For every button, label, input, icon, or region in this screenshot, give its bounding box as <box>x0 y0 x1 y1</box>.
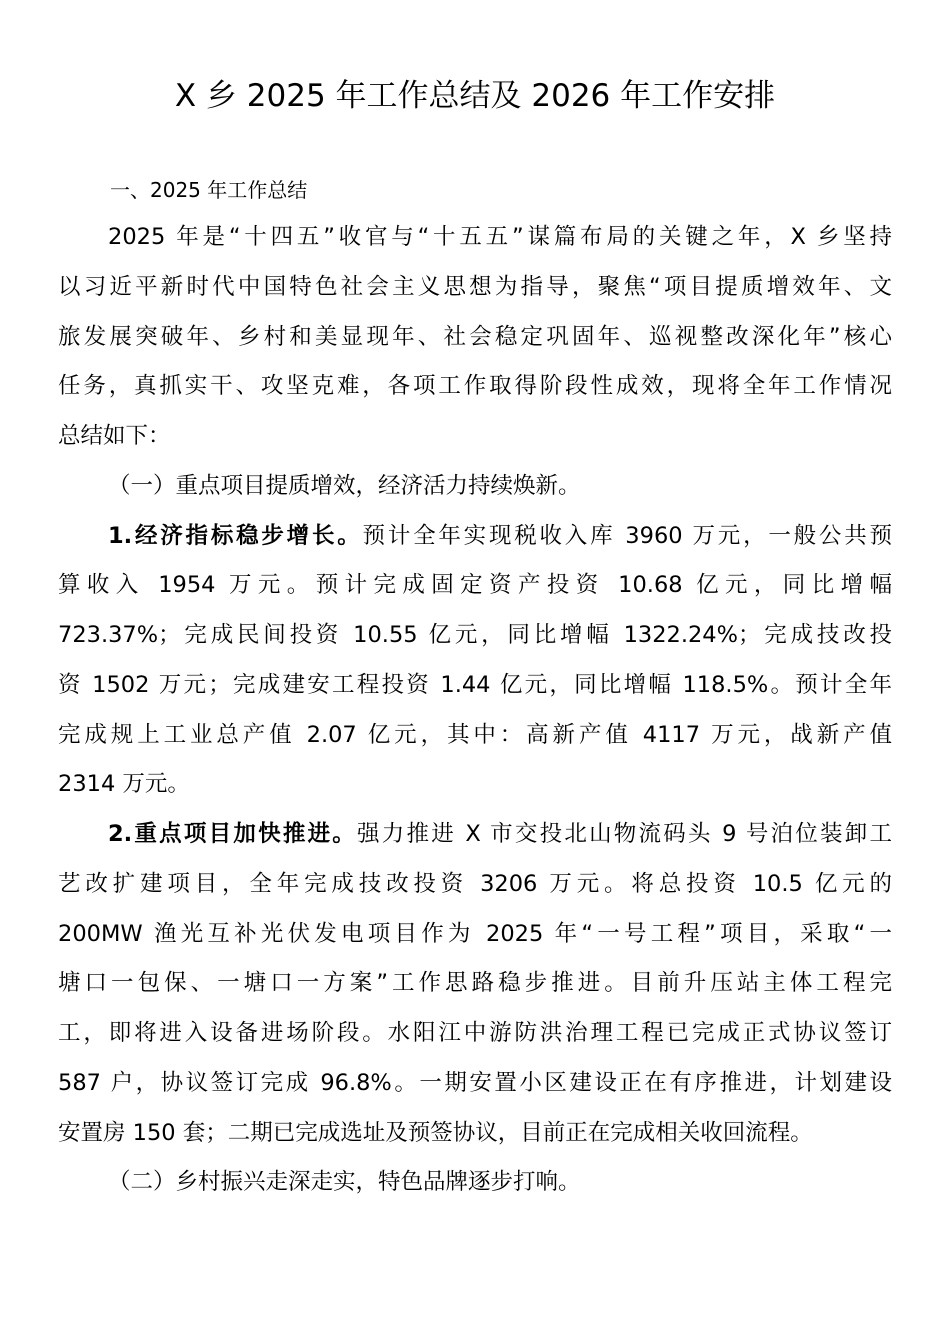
text-line: 2314 万元。 <box>58 771 190 798</box>
subsection-heading: （二）乡村振兴走深走实，特色品牌逐步打响。 <box>108 1169 581 1196</box>
text-line <box>58 512 892 562</box>
text-line: 资 1502 万元；完成建安工程投资 1.44 亿元，同比增幅 118.5%。预计全年 <box>58 671 892 698</box>
subsection-heading: （一）重点项目提质增效，经济活力持续焕新。 <box>108 472 581 499</box>
text-span: 强力推进 X 市交投北山物流码头 9 号泊位装卸工 <box>357 821 892 847</box>
text-span: 预计全年实现税收入库 3960 万元，一般公共预 <box>362 522 892 549</box>
text-line: 总结如下： <box>58 423 171 449</box>
text-line: 以习近平新时代中国特色社会主义思想为指导，聚焦“项目提质增效年、文 <box>58 273 892 300</box>
item-lead: 1.经济指标稳步增长。 <box>108 522 363 549</box>
text-line: 200MW 渔光互补光伏发电项目作为 2025 年“一号工程”项目，采取“一 <box>58 920 892 947</box>
text-line: 587 户，协议签订完成 96.8%。一期安置小区建设正在有序推进，计划建设 <box>58 1069 892 1096</box>
document-title: X 乡 2025 年工作总结及 2026 年工作安排 <box>174 78 776 114</box>
text-line: 旅发展突破年、乡村和美显现年、社会稳定巩固年、巡视整改深化年”核心 <box>58 323 892 350</box>
text-line <box>58 810 892 860</box>
text-line: 工，即将进入设备进场阶段。水阳江中游防洪治理工程已完成正式协议签订 <box>58 1020 892 1046</box>
item-lead: 2.重点项目加快推进。 <box>108 821 358 847</box>
document-body <box>58 213 892 1208</box>
intro-paragraph <box>58 213 892 462</box>
text-line: 算收入 1954 万元。预计完成固定资产投资 10.68 亿元，同比增幅 <box>58 572 892 599</box>
text-line: 任务，真抓实干、攻坚克难，各项工作取得阶段性成效，现将全年工作情况 <box>58 373 892 400</box>
text-line: 塘口一包保、一塘口一方案”工作思路稳步推进。目前升压站主体工程完 <box>58 970 892 997</box>
item-paragraph-2 <box>58 810 892 1158</box>
text-line: 2025 年是“十四五”收官与“十五五”谋篇布局的关键之年，X 乡坚持 <box>108 224 892 250</box>
section-heading: 一、2025 年工作总结 <box>110 178 308 202</box>
text-line: 艺改扩建项目，全年完成技改投资 3206 万元。将总投资 10.5 亿元的 <box>58 870 892 897</box>
text-line: 完成规上工业总产值 2.07 亿元，其中：高新产值 4117 万元，战新产值 <box>58 721 892 748</box>
text-line: 安置房 150 套；二期已完成选址及预签协议，目前正在完成相关收回流程。 <box>58 1119 813 1146</box>
item-paragraph-1 <box>58 512 892 811</box>
text-line: 723.37%；完成民间投资 10.55 亿元，同比增幅 1322.24%；完成技改投 <box>58 622 892 648</box>
